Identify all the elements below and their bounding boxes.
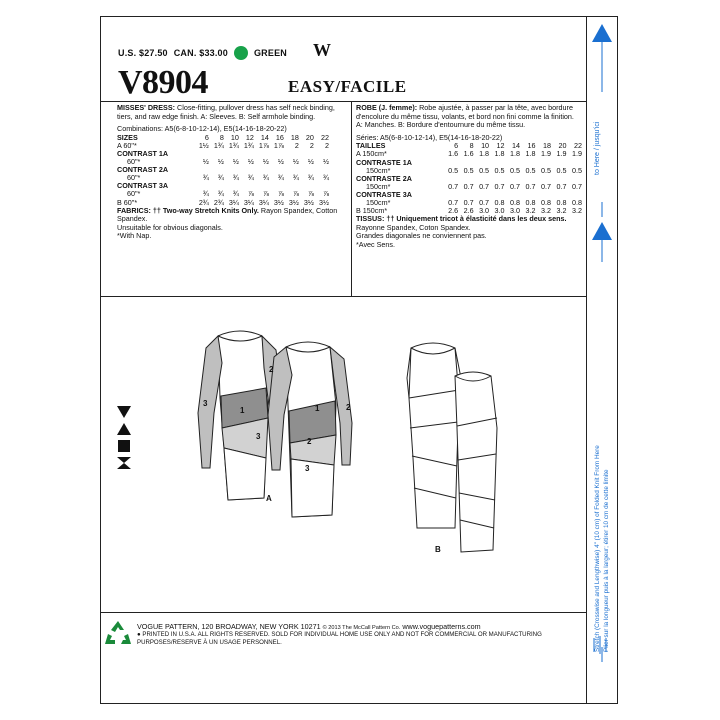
green-dot-icon xyxy=(234,46,248,60)
yardage-cell: 3½ xyxy=(288,197,299,207)
yardage-cell: 0.7 xyxy=(479,181,490,191)
description-en: MISSES' DRESS: Close-fitting, pullover dress has self neck binding, tiers, and raw edge finish. A: Sleeves. B: Self armhole binding. xyxy=(117,103,335,121)
yardage-cell: 2 xyxy=(294,140,299,150)
square-icon xyxy=(116,439,132,453)
yardage-cell: 1.8 xyxy=(479,149,490,159)
yardage-row-label: B 150cm* xyxy=(356,206,388,216)
yardage-cell: ¾ xyxy=(202,189,209,199)
yardage-cell: 0.7 xyxy=(448,181,459,191)
yardage-cell: 3.2 xyxy=(572,206,582,216)
yardage-row-label: CONTRAST 2A xyxy=(117,165,169,175)
yardage-cell: 1⅞ xyxy=(258,140,269,150)
yardage-row-label: 150cm* xyxy=(366,198,391,208)
yardage-row-label: B 60"* xyxy=(117,197,138,207)
yardage-cell: ¾ xyxy=(232,189,239,199)
yardage-cell: 1¾ xyxy=(243,140,254,150)
yardage-cell: 2¾ xyxy=(198,197,209,207)
piece-label-3: 3 xyxy=(203,399,208,408)
yardage-cell: 0.8 xyxy=(572,198,582,208)
yardage-cell: 20 xyxy=(305,132,314,142)
layout-symbols xyxy=(116,405,136,473)
yardage-cell: 0.5 xyxy=(541,165,551,175)
yardage-cell: 1½ xyxy=(198,140,209,150)
footer-printed: ● PRINTED IN U.S.A. ALL RIGHTS RESERVED. SOLD FOR INDIVIDUAL HOME USE ONLY AND NOT FOR COMMERCIAL OR MANUFACTURING PURPOSES/RESERVE À UN USAGE PERSONNEL. xyxy=(137,631,542,646)
yardage-row-label: CONTRASTE 2A xyxy=(356,173,412,183)
gauge-english: Stretch (Crosswise and Lengthwise) 4" (10 cm) of Folded Knit From Here xyxy=(594,445,601,652)
yardage-cell: 0.5 xyxy=(572,165,582,175)
yardage-cell: 3½ xyxy=(303,197,314,207)
color-word: GREEN xyxy=(253,48,287,58)
yardage-row-label: 60"* xyxy=(127,157,141,167)
yardage-cell: 0.8 xyxy=(510,198,521,208)
footer-divider xyxy=(100,612,587,613)
yardage-cell: 8 xyxy=(219,132,224,142)
gauge-french: Plier sur la longueur puis à la largeur; étirer 10 cm de cette limite xyxy=(603,469,610,652)
yardage-cell: ½ xyxy=(217,157,224,167)
website[interactable]: www.voguepatterns.com xyxy=(402,622,481,631)
view-a-label: A xyxy=(266,494,272,503)
yardage-cell: 22 xyxy=(574,141,582,151)
yardage-cell: 3¼ xyxy=(243,197,254,207)
column-divider xyxy=(351,101,352,296)
yardage-cell: 1¾ xyxy=(228,140,239,150)
yardage-cell: 1.8 xyxy=(525,149,536,159)
yardage-cell: ¾ xyxy=(277,173,284,183)
piece-label-2: 2 xyxy=(269,365,274,374)
yardage-cell: 12 xyxy=(245,132,254,142)
yardage-row-label: CONTRASTE 1A xyxy=(356,157,412,167)
fabrics-en: FABRICS: †† Two-way Stretch Knits Only. Rayon Spandex, Cotton Spandex. xyxy=(117,205,338,224)
yardage-row-label: SIZES xyxy=(117,132,138,142)
hourglass-icon xyxy=(116,456,132,470)
yardage-cell: 0.8 xyxy=(556,198,567,208)
yardage-cell: 14 xyxy=(260,132,269,142)
yardage-cell: 3.2 xyxy=(556,206,567,216)
piece-label-1: 1 xyxy=(240,406,245,415)
view-a-back-illustration xyxy=(262,335,372,540)
yardage-cell: 0.5 xyxy=(510,165,521,175)
yardage-cell: ⅞ xyxy=(277,189,284,199)
price-us: U.S. $27.50 xyxy=(118,48,168,58)
yardage-cell: ¾ xyxy=(323,173,329,183)
piece-label-2b: 2 xyxy=(307,437,312,446)
yardage-cell: ¾ xyxy=(262,173,269,183)
yardage-cell: ⅞ xyxy=(292,189,299,199)
yardage-cell: 6 xyxy=(454,141,459,151)
combinations-en: Combinations: A5(6-8-10-12-14), E5(14-16-18-20-22) xyxy=(117,124,287,134)
french-column xyxy=(356,104,582,250)
yardage-cell: 0.5 xyxy=(494,165,505,175)
yardage-cell: 2.6 xyxy=(448,206,459,216)
view-b-label: B xyxy=(435,545,441,554)
yardage-row-label: A 60"* xyxy=(117,140,137,150)
yardage-cell: 1.6 xyxy=(463,149,474,159)
publisher: VOGUE PATTERN, 120 BROADWAY, NEW YORK 10271 xyxy=(137,622,321,631)
yardage-cell: 0.7 xyxy=(525,181,536,191)
yardage-row-label: 150cm* xyxy=(366,181,391,191)
yardage-cell: 16 xyxy=(275,132,284,142)
yardage-cell: ⅞ xyxy=(323,189,329,199)
price-can: CAN. $33.00 xyxy=(173,48,228,58)
yardage-cell: 3.2 xyxy=(525,206,536,216)
series-fr: Séries: A5(6-8-10-12-14), E5(14-16-18-20-22) xyxy=(356,132,503,142)
yardage-row-label: TAILLES xyxy=(356,141,386,151)
yardage-cell: ¾ xyxy=(217,189,224,199)
gauge-top-text: to Here / jusqu'ici xyxy=(594,121,601,175)
yardage-cell: 0.8 xyxy=(494,198,505,208)
yardage-cell: 0.5 xyxy=(556,165,567,175)
yardage-cell: 10 xyxy=(230,132,239,142)
yardage-row-label: CONTRASTE 3A xyxy=(356,189,412,199)
yardage-cell: 3.0 xyxy=(510,206,521,216)
yardage-cell: 1.9 xyxy=(541,149,551,159)
difficulty-label: EASY/FACILE xyxy=(288,77,407,96)
header-divider xyxy=(100,101,587,102)
yardage-cell: 1.9 xyxy=(572,149,582,159)
yardage-cell: 2¾ xyxy=(213,197,224,207)
copyright: © 2013 The McCall Pattern Co. xyxy=(322,625,401,631)
nap-fr: *Avec Sens. xyxy=(356,240,396,249)
yardage-cell: 2.6 xyxy=(463,206,474,216)
triangle-up-icon xyxy=(116,422,132,436)
yardage-cell: 14 xyxy=(512,141,521,151)
piece-label-3c: 3 xyxy=(305,464,310,473)
yardage-cell: 0.7 xyxy=(556,181,567,191)
piece-label-1b: 1 xyxy=(315,404,320,413)
yardage-cell: ½ xyxy=(202,157,209,167)
yardage-cell: ¾ xyxy=(247,173,254,183)
yardage-cell: 3.0 xyxy=(494,206,505,216)
yardage-row-label: 60"* xyxy=(127,173,141,183)
price-letter: W xyxy=(313,40,331,60)
yardage-cell: ¾ xyxy=(202,173,209,183)
fabrics-fr: TISSUS: †† Uniquement tricot à élasticité dans les deux sens. Rayonne Spandex, Coton Spandex. xyxy=(356,214,567,232)
yardage-cell: 16 xyxy=(527,141,536,151)
yardage-cell: 0.5 xyxy=(525,165,536,175)
yardage-cell: 0.8 xyxy=(541,198,551,208)
yardage-cell: 3.0 xyxy=(479,206,490,216)
yardage-cell: 0.5 xyxy=(448,165,459,175)
yardage-cell: ½ xyxy=(262,157,269,167)
yardage-cell: 1.6 xyxy=(448,149,459,159)
yardage-cell: 20 xyxy=(558,141,567,151)
yardage-cell: 1⅞ xyxy=(273,140,284,150)
triangle-down-icon xyxy=(116,405,132,419)
yardage-cell: 2 xyxy=(325,140,329,150)
footer-line-1 xyxy=(137,622,481,631)
yardage-cell: 0.5 xyxy=(463,165,474,175)
yardage-cell: 3¼ xyxy=(258,197,269,207)
yardage-cell: ⅞ xyxy=(262,189,269,199)
yardage-row-label: CONTRAST 1A xyxy=(117,148,169,158)
yardage-table-en xyxy=(117,134,329,207)
yardage-cell: ⅞ xyxy=(307,189,314,199)
yardage-cell: 18 xyxy=(290,132,299,142)
yardage-row-label: CONTRAST 3A xyxy=(117,181,169,191)
yardage-cell: 0.7 xyxy=(541,181,551,191)
yardage-cell: 0.8 xyxy=(525,198,536,208)
yardage-row-label: 60"* xyxy=(127,189,141,199)
yardage-cell: 2 xyxy=(309,140,314,150)
text-divider xyxy=(100,296,587,297)
yardage-cell: ½ xyxy=(247,157,254,167)
yardage-cell: 3¼ xyxy=(228,197,239,207)
yardage-cell: 3½ xyxy=(319,197,329,207)
yardage-cell: ¾ xyxy=(232,173,239,183)
yardage-cell: ½ xyxy=(292,157,299,167)
yardage-cell: ½ xyxy=(307,157,314,167)
yardage-cell: 0.7 xyxy=(463,198,474,208)
description-fr: ROBE (J. femme): Robe ajustée, à passer par la tête, avec bordure d'encolure du même tissu, volants, et bord non fini comme la finition. A: Manches. B: Bordure d'entournure du même tissu. xyxy=(356,103,574,130)
pattern-number: V8904 xyxy=(118,64,209,101)
yardage-cell: 8 xyxy=(469,141,474,151)
yardage-table-fr xyxy=(356,142,582,215)
yardage-cell: ½ xyxy=(323,157,329,167)
recycle-icon xyxy=(104,620,132,646)
yardage-cell: 3.2 xyxy=(541,206,551,216)
yardage-cell: ½ xyxy=(232,157,239,167)
yardage-cell: ⅞ xyxy=(247,189,254,199)
nap-en: *With Nap. xyxy=(117,231,152,241)
yardage-cell: 1¾ xyxy=(213,140,224,150)
price-row xyxy=(118,46,287,60)
yardage-row-label: A 150cm* xyxy=(356,149,387,159)
unsuitable-fr: Grandes diagonales ne conviennent pas. xyxy=(356,231,487,241)
yardage-cell: ¾ xyxy=(292,173,299,183)
piece-label-3b: 3 xyxy=(256,432,261,441)
bullet-icon: ● xyxy=(137,631,141,638)
yardage-cell: 22 xyxy=(321,132,329,142)
view-b-back-illustration xyxy=(445,368,525,558)
yardage-cell: 0.7 xyxy=(448,198,459,208)
yardage-cell: 6 xyxy=(204,132,209,142)
yardage-cell: ¾ xyxy=(307,173,314,183)
yardage-cell: ½ xyxy=(277,157,284,167)
yardage-cell: 1.8 xyxy=(510,149,521,159)
yardage-cell: 1.9 xyxy=(556,149,567,159)
yardage-row-label: 150cm* xyxy=(366,165,391,175)
english-column xyxy=(117,104,347,241)
yardage-cell: 0.7 xyxy=(479,198,490,208)
yardage-cell: 0.5 xyxy=(479,165,490,175)
yardage-cell: ¾ xyxy=(217,173,224,183)
yardage-cell: 0.7 xyxy=(510,181,521,191)
yardage-cell: 3½ xyxy=(273,197,284,207)
yardage-cell: 10 xyxy=(481,141,490,151)
piece-label-2c: 2 xyxy=(346,403,351,412)
yardage-cell: 0.7 xyxy=(494,181,505,191)
yardage-cell: 0.7 xyxy=(463,181,474,191)
yardage-cell: 18 xyxy=(543,141,551,151)
unsuitable-en: Unsuitable for obvious diagonals. xyxy=(117,222,223,232)
yardage-cell: 1.8 xyxy=(494,149,505,159)
yardage-cell: 12 xyxy=(496,141,505,151)
yardage-cell: 0.7 xyxy=(572,181,582,191)
